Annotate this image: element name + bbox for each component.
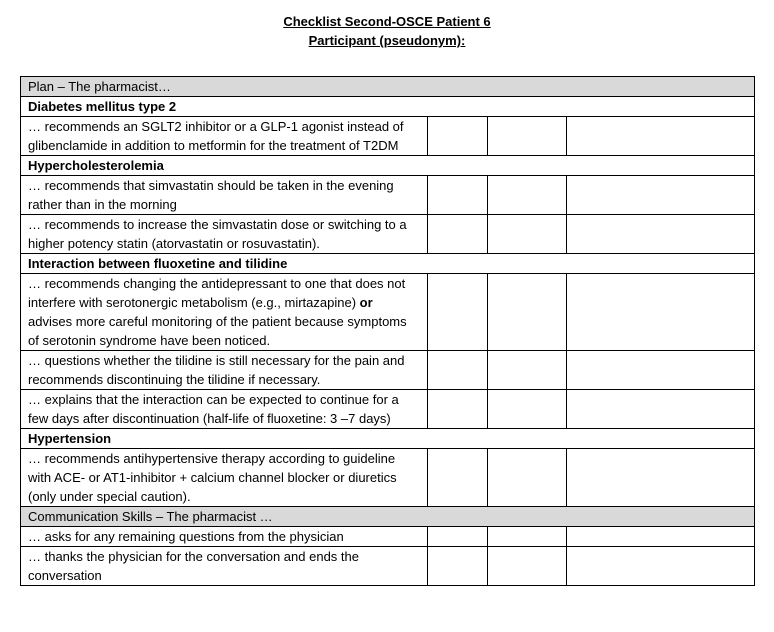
item-text: … recommends an SGLT2 inhibitor or a GLP-1 agonist instead of glibenclamide in addition to metformin for the treatment of T2DM bbox=[21, 117, 428, 156]
check-cell[interactable] bbox=[488, 527, 567, 547]
check-cell[interactable] bbox=[428, 215, 488, 254]
check-cell[interactable] bbox=[428, 351, 488, 390]
check-cell[interactable] bbox=[428, 390, 488, 429]
check-cell[interactable] bbox=[428, 449, 488, 507]
check-cell[interactable] bbox=[428, 547, 488, 586]
table-row bbox=[21, 117, 755, 156]
comment-cell[interactable] bbox=[567, 527, 755, 547]
plan-header-row bbox=[21, 77, 755, 97]
comment-cell[interactable] bbox=[567, 390, 755, 429]
check-cell[interactable] bbox=[428, 527, 488, 547]
checklist-table bbox=[20, 76, 755, 586]
comment-cell[interactable] bbox=[567, 449, 755, 507]
interaction-heading: Interaction between fluoxetine and tilidine bbox=[21, 254, 755, 274]
item-text-or: or bbox=[359, 295, 373, 310]
check-cell[interactable] bbox=[488, 390, 567, 429]
comment-cell[interactable] bbox=[567, 117, 755, 156]
table-row bbox=[21, 215, 755, 254]
diabetes-heading: Diabetes mellitus type 2 bbox=[21, 97, 755, 117]
checklist-title: Checklist Second-OSCE Patient 6 bbox=[283, 14, 491, 29]
check-cell[interactable] bbox=[488, 274, 567, 351]
check-cell[interactable] bbox=[428, 274, 488, 351]
plan-header: Plan – The pharmacist… bbox=[21, 77, 755, 97]
section-row-interaction bbox=[21, 254, 755, 274]
hypertension-heading: Hypertension bbox=[21, 429, 755, 449]
table-row bbox=[21, 274, 755, 351]
item-text: … questions whether the tilidine is still necessary for the pain and recommends discontinuing the tilidine if necessary. bbox=[21, 351, 428, 390]
comment-cell[interactable] bbox=[567, 176, 755, 215]
check-cell[interactable] bbox=[428, 176, 488, 215]
hyperchol-heading: Hypercholesterolemia bbox=[21, 156, 755, 176]
item-text: … recommends antihypertensive therapy according to guideline with ACE- or AT1-inhibitor + calcium channel blocker or diuretics (only under special caution). bbox=[21, 449, 428, 507]
item-text bbox=[21, 274, 428, 351]
item-text-part1: … recommends changing the antidepressant to one that does not interfere with serotonergic metabolism (e.g., mirtazapine) bbox=[28, 276, 406, 310]
check-cell[interactable] bbox=[488, 117, 567, 156]
table-row bbox=[21, 449, 755, 507]
comment-cell[interactable] bbox=[567, 274, 755, 351]
item-text: … recommends that simvastatin should be taken in the evening rather than in the morning bbox=[21, 176, 428, 215]
check-cell[interactable] bbox=[488, 215, 567, 254]
table-row bbox=[21, 176, 755, 215]
communication-header: Communication Skills – The pharmacist … bbox=[21, 507, 755, 527]
participant-label: Participant (pseudonym): bbox=[308, 33, 466, 48]
check-cell[interactable] bbox=[428, 117, 488, 156]
check-cell[interactable] bbox=[488, 176, 567, 215]
table-row bbox=[21, 390, 755, 429]
check-cell[interactable] bbox=[488, 547, 567, 586]
item-text: … thanks the physician for the conversation and ends the conversation bbox=[21, 547, 428, 586]
check-cell[interactable] bbox=[488, 351, 567, 390]
section-row-diabetes bbox=[21, 97, 755, 117]
table-row bbox=[21, 547, 755, 586]
communication-header-row bbox=[21, 507, 755, 527]
item-text-part2: advises more careful monitoring of the patient because symptoms of serotonin syndrome have been noticed. bbox=[28, 314, 407, 348]
section-row-hypercholesterolemia bbox=[21, 156, 755, 176]
table-row bbox=[21, 351, 755, 390]
comment-cell[interactable] bbox=[567, 547, 755, 586]
table-row bbox=[21, 527, 755, 547]
comment-cell[interactable] bbox=[567, 351, 755, 390]
check-cell[interactable] bbox=[488, 449, 567, 507]
item-text: … asks for any remaining questions from the physician bbox=[21, 527, 428, 547]
item-text: … recommends to increase the simvastatin dose or switching to a higher potency statin (atorvastatin or rosuvastatin). bbox=[21, 215, 428, 254]
section-row-hypertension bbox=[21, 429, 755, 449]
item-text: … explains that the interaction can be expected to continue for a few days after discontinuation (half-life of fluoxetine: 3 –7 days) bbox=[21, 390, 428, 429]
comment-cell[interactable] bbox=[567, 215, 755, 254]
